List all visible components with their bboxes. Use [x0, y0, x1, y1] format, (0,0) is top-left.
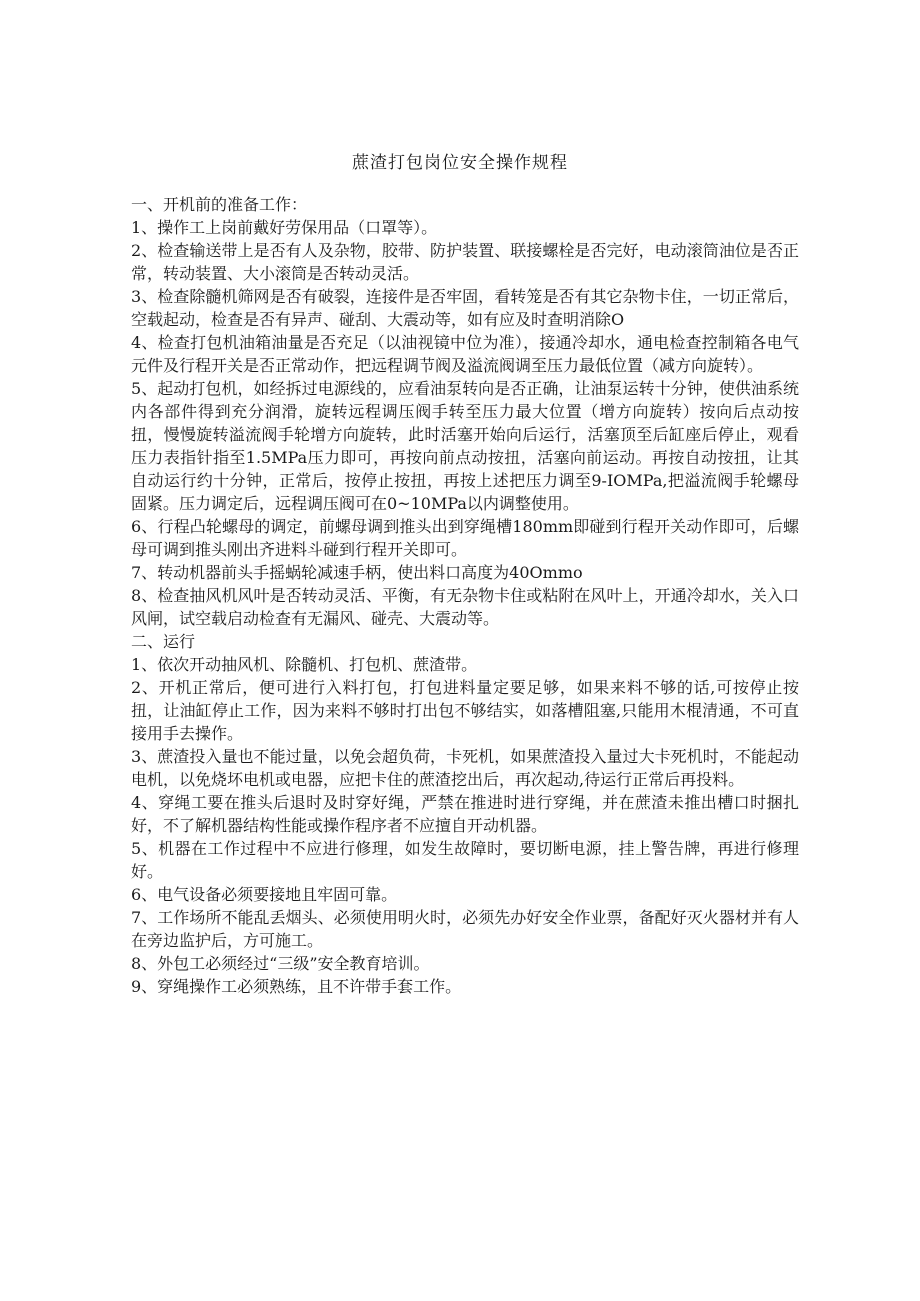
- paragraph: 7、转动机器前头手摇蜗轮减速手柄，使出料口高度为40Ommo: [131, 563, 583, 582]
- paragraph: 3、蔗渣投入量也不能过量，以免会超负荷，卡死机，如果蔗渣投入量过大卡死机时，不能起动电机，以免烧坏电机或电器，应把卡住的蔗渣挖出后，再次起动,待运行正常后再投料。: [131, 747, 799, 789]
- paragraph: 5、起动打包机，如经拆过电源线的，应看油泵转向是否正确，让油泵运转十分钟，使供油系统内各部件得到充分润滑，旋转远程调压阀手转至压力最大位置（增方向旋转）按向后点动按扭，慢慢旋转溢流阀手轮增方向旋转，此时活塞开始向后运行，活塞顶至后缸座后停止，观看压力表指针指至1.5MPa压力即可，再按向前点动按扭，活塞向前运动。再按自动按扭，让其自动运行约十分钟，正常后，按停止按扭，再按上述把压力调至9-IOMPa,把溢流阀手轮螺母固紧。压力调定后，远程调压阀可在0~10MPa以内调整使用。: [131, 379, 799, 513]
- paragraph: 8、外包工必须经过“三级”安全教育培训。: [131, 954, 430, 973]
- document-title: 蔗渣打包岗位安全操作规程: [352, 153, 568, 173]
- section-heading-preparation: 一、开机前的准备工作：: [131, 195, 308, 214]
- paragraph: 9、穿绳操作工必须熟练，且不许带手套工作。: [131, 977, 462, 996]
- paragraph: 2、开机正常后，便可进行入料打包，打包进料量定要足够，如果来料不够的话,可按停止按扭，让油缸停止工作，因为来料不够时打出包不够结实，如落槽阻塞,只能用木棍清通，不可直接用手去操作。: [131, 678, 799, 743]
- paragraph: 4、穿绳工要在推头后退时及时穿好绳，严禁在推进时进行穿绳，并在蔗渣未推出槽口时捆扎好，不了解机器结构性能或操作程序者不应擅自开动机器。: [131, 793, 799, 835]
- paragraph: 8、检查抽风机风叶是否转动灵活、平衡，有无杂物卡住或粘附在风叶上，开通冷却水，关入口风闸，试空载启动检查有无漏风、碰壳、大震动等。: [131, 586, 799, 628]
- paragraph: 2、检查输送带上是否有人及杂物，胶带、防护装置、联接螺栓是否完好，电动滚筒油位是否正常，转动装置、大小滚筒是否转动灵活。: [131, 241, 799, 283]
- section-heading-operation: 二、运行: [131, 632, 196, 651]
- paragraph: 6、电气设备必须要接地且牢固可靠。: [131, 885, 398, 904]
- paragraph: 1、依次开动抽风机、除髓机、打包机、蔗渣带。: [131, 655, 478, 674]
- paragraph: 5、机器在工作过程中不应进行修理，如发生故障时，要切断电源，挂上警告牌，再进行修理好。: [131, 839, 799, 881]
- document-body: [131, 193, 799, 998]
- paragraph: 4、检查打包机油箱油量是否充足（以油视镜中位为准），接通冷却水，通电检查控制箱各电气元件及行程开关是否正常动作，把远程调节阀及溢流阀调至压力最低位置（减方向旋转）。: [131, 333, 799, 375]
- paragraph: 6、行程凸轮螺母的调定，前螺母调到推头出到穿绳槽180mm即碰到行程开关动作即可，后螺母可调到推头刚出齐进料斗碰到行程开关即可。: [131, 517, 799, 559]
- paragraph: 3、检查除髓机筛网是否有破裂，连接件是否牢固，看转笼是否有其它杂物卡住，一切正常后，空载起动，检查是否有异声、碰刮、大震动等，如有应及时查明消除O: [131, 287, 799, 329]
- paragraph: 7、工作场所不能乱丢烟头、必须使用明火时，必须先办好安全作业票，备配好灭火器材并有人在旁边监护后，方可施工。: [131, 908, 799, 950]
- paragraph: 1、操作工上岗前戴好劳保用品（口罩等）。: [131, 218, 438, 237]
